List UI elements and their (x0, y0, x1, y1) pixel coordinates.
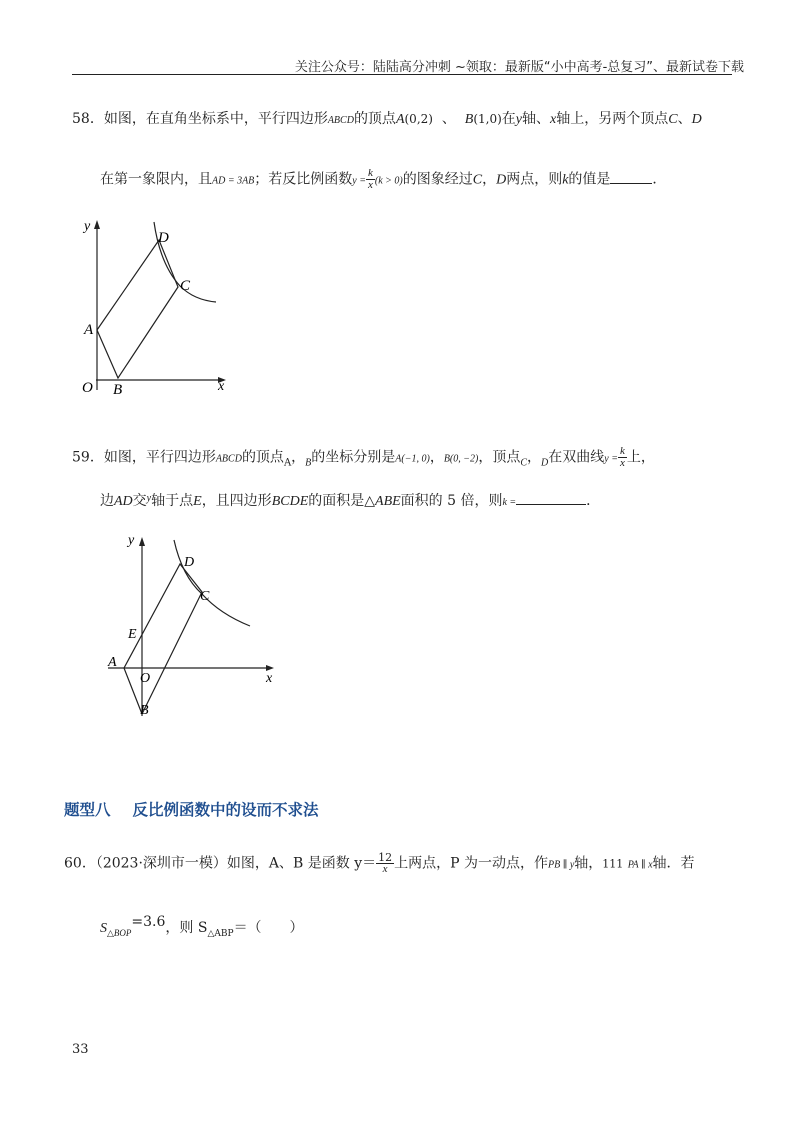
q59-label-c: C (200, 589, 210, 604)
section-heading (64, 798, 319, 820)
q59-label-d: D (184, 555, 195, 570)
q59-label-o: O (140, 671, 151, 686)
q58-point-b: B (464, 112, 474, 127)
q58-answer-blank[interactable] (610, 183, 652, 184)
q59-c: C (520, 457, 528, 469)
q59-figure (104, 528, 284, 724)
q58-a-coord: (0,2) (404, 112, 433, 126)
page-header: 关注公众号：陆陆高分冲刺 ~领取：最新版“小中高考-总复习”、最新试卷下载 (294, 60, 744, 75)
q59-bcde: BCDE (271, 494, 309, 509)
q58-text: ；若反比例函数 (254, 171, 353, 188)
q59-abe: △ABE (364, 494, 401, 509)
q60-frac-num: 12 (378, 851, 393, 864)
q59-fraction (618, 446, 627, 469)
q59-abcd: ABCD (215, 453, 242, 465)
q59-label-a: A (108, 655, 117, 670)
q58-abcd: ABCD (327, 115, 354, 126)
q60-text: ，则 S (165, 920, 208, 936)
q59-comma: ， (527, 449, 542, 466)
q60-s-value: =3.6 (131, 914, 166, 930)
q59-k-eq: k = (502, 497, 517, 508)
q58-text: 在 (501, 111, 516, 127)
q60-fraction (376, 852, 394, 875)
q59-b-coord: B(0, −2) (443, 453, 479, 465)
q59-e: E (193, 494, 202, 509)
q59-a: A (283, 457, 292, 469)
header-rule (72, 74, 732, 75)
q58-sep: 、 (677, 111, 692, 127)
q58-text: 的顶点 (353, 111, 396, 127)
q59-answer-blank[interactable] (516, 504, 586, 505)
q58-text: 轴、 (522, 111, 550, 127)
q59-y: y (146, 493, 152, 504)
q59-y-arrow (139, 537, 145, 546)
q58-frac-den: x (367, 179, 373, 191)
section-title: 反比例函数中的设而不求法 (132, 801, 319, 819)
q60-line2 (100, 914, 304, 939)
q58-label-a: A (84, 322, 94, 338)
q59-text: 的坐标分别是 (311, 449, 396, 466)
q59-label-e: E (128, 627, 137, 642)
q59-text: 面积的 5 倍，则 (400, 493, 503, 509)
q58-condition: AD = 3AB (212, 175, 255, 187)
q58-b-coord: (1,0) (473, 112, 502, 126)
q60-text: 上两点，P 为一动点，作 (394, 855, 548, 872)
q58-label-x: x (218, 379, 225, 394)
q58-d: D (691, 112, 702, 127)
q58-text: 的图象经过 (402, 171, 473, 188)
q58-fraction (366, 168, 375, 191)
q59-ad: AD (114, 494, 133, 509)
q59-label-b: B (140, 703, 149, 718)
q58-label-b: B (113, 382, 123, 396)
q58-frac-num: k (367, 167, 373, 179)
q60-s: S (100, 921, 107, 936)
q58-parallelogram (97, 240, 178, 378)
q59-number: 59． (72, 449, 104, 466)
q58-k: k (562, 172, 569, 188)
q58-text: ， (482, 171, 497, 188)
q60-line1 (64, 852, 695, 875)
q58-figure (76, 214, 236, 396)
q58-y-arrow (94, 220, 100, 229)
q58-number: 58． (72, 111, 104, 127)
q59-text: ，顶点 (478, 449, 521, 466)
q58-text: 如图，在直角坐标系中，平行四边形 (103, 111, 328, 127)
q58-text: 两点，则 (506, 171, 563, 188)
q58-label-c: C (180, 278, 191, 294)
q58-end: ． (652, 171, 667, 188)
q59-end: ． (586, 493, 601, 509)
q60-answer-paren: ＝（ ） (233, 920, 304, 936)
q58-c: C (668, 112, 678, 127)
q58-text: 的值是 (568, 171, 611, 188)
q58-text: 轴上，另两个顶点 (556, 111, 669, 127)
q59-text: 在双曲线 (548, 449, 605, 466)
q60-pa-prefix: 111 (602, 857, 624, 871)
q59-text: 上， (626, 449, 655, 466)
q58-y: y (515, 112, 522, 127)
q59-text: 的顶点 (241, 449, 284, 466)
q58-text: 在第一象限内，且 (100, 171, 212, 188)
q58-func-cond: (k > 0) (374, 175, 403, 187)
q59-frac-num: k (619, 445, 625, 457)
q58-line1 (72, 108, 702, 128)
q59-frac-den: x (619, 457, 625, 469)
q60-frac-den: x (382, 863, 388, 875)
q59-line2 (100, 490, 600, 510)
q59-hyperbola (174, 540, 250, 626)
q60-pa: PA ∥ x (627, 859, 653, 871)
q58-func-y: y = (352, 175, 366, 187)
q58-d: D (496, 172, 507, 188)
q59-text: 轴于点 (151, 493, 194, 509)
q60-text: （2023·深圳市一模）如图，A、B 是函数 y＝ (95, 855, 377, 872)
q60-s-bop-sub: △BOP (107, 927, 132, 938)
q58-label-o: O (82, 380, 93, 396)
q59-text: 如图，平行四边形 (103, 449, 216, 466)
q59-comma: ， (291, 449, 306, 466)
q59-label-x: x (266, 671, 273, 686)
q59-line1 (72, 446, 655, 469)
q58-label-y: y (84, 219, 91, 234)
section-label: 题型八 (64, 801, 111, 819)
q60-s-abp-sub: △ABP (207, 928, 234, 939)
q60-number: 60． (64, 855, 96, 872)
q60-pb: PB ∥ y (548, 859, 575, 871)
q58-c: C (472, 172, 483, 188)
page-number: 33 (72, 1042, 89, 1057)
q59-comma: ， (429, 449, 444, 466)
q59-func-y: y = (604, 453, 618, 465)
q58-x: x (550, 112, 557, 127)
q59-text: ，且四边形 (201, 493, 272, 509)
q59-text: 边 (100, 493, 114, 509)
q58-sep: 、 (441, 111, 456, 127)
q59-b: B (305, 457, 312, 469)
q58-label-d: D (158, 230, 169, 246)
q60-text: 轴．若 (652, 855, 695, 872)
q59-a-coord: A(−1, 0) (395, 453, 430, 465)
q59-label-y: y (128, 533, 135, 548)
q59-text: 的面积是 (308, 493, 365, 509)
q58-line2 (100, 168, 666, 191)
q60-text: 轴， (574, 855, 603, 872)
q59-text: 交 (132, 493, 147, 509)
q59-d: D (541, 457, 549, 469)
q58-point-a: A (395, 112, 405, 127)
